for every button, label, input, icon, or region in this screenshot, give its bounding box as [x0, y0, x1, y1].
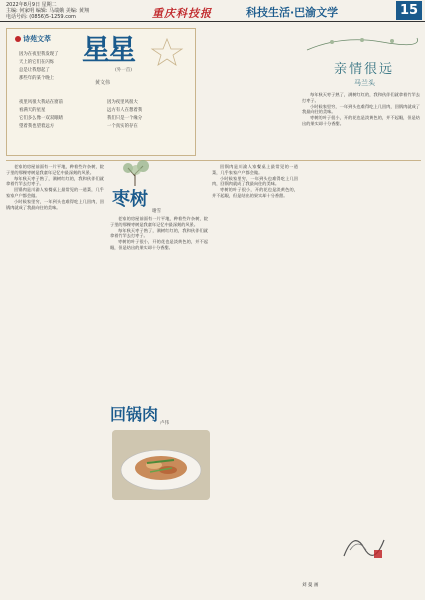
page-number: 15: [396, 1, 422, 20]
poem-line: 它们多么像一双双眼睛: [19, 116, 63, 121]
paragraph: 枣树的叶子很小，开的花也是淡黄色的，并不起眼，但是结出的果实却十分香甜。: [212, 187, 298, 198]
date-line: 2022年8月9日 星期二: [6, 2, 57, 8]
poem-box-xingxing: [6, 28, 196, 156]
poem-title-note: (外一首): [115, 68, 133, 73]
editor-line: 主编: 何家明 编辑: 马端娥 美编: 黄翔: [6, 8, 90, 14]
paragraph: 老家的房屋前面有一片平地，种着些许杂树，院子里的那棵枣树是我童年记忆中最深刻的风景。: [110, 216, 208, 227]
poem-line: 看满天的星星: [19, 108, 46, 113]
poem-line: 夜里风很大我站在窗前: [19, 100, 63, 105]
poem-line: 因为在夜里我发现了: [19, 52, 59, 57]
paragraph: 枣树的叶子很小，开的花也是淡黄色的，并不起眼，但是结出的果实却十分香甜。: [302, 115, 420, 126]
paragraph: 每年秋天枣子熟了，满树红红的，我和伙伴们就拿着竹竿去打枣子。: [6, 175, 104, 187]
paragraph: 每年秋天枣子熟了，满树红红的，我和伙伴们就拿着竹竿去打枣子。: [302, 92, 420, 103]
masthead-meta: [6, 2, 89, 20]
middle-column-text: [212, 164, 298, 594]
poem-right-author: 马兰头: [354, 79, 375, 87]
poem-title: 星星: [82, 33, 135, 66]
star-illustration: [147, 37, 187, 67]
poem-line: 一个真实的存在: [107, 124, 138, 129]
poem-right-title: 亲情很远: [334, 62, 395, 77]
paragraph: 回锅肉是川渝人家餐桌上最常见的一道菜，几乎家家户户都会做。: [212, 164, 298, 175]
paragraph: 小时候家里穷，一年到头也难得吃上几回肉，回锅肉就成了我最向往的美味。: [302, 103, 420, 115]
poem-line: 因为夜里风很大: [107, 100, 138, 105]
check-line: 电话号码: (0856)5-1259.com: [6, 14, 76, 20]
paragraph: 枣树的叶子很小，开的花也是淡黄色的，并不起眼，但是结出的果实却十分香甜。: [110, 239, 208, 250]
dish-photo: [112, 430, 210, 500]
poem-line: 我们只是一个缘分: [107, 116, 143, 121]
essay-zaoshu-author: 谢雪: [152, 209, 161, 214]
section-title: 科技生活·巴渝文学: [246, 6, 339, 19]
left-column-text: [6, 164, 104, 594]
poem-line: 总是让我想起了: [19, 68, 50, 73]
tag-dot-icon: [15, 36, 21, 42]
dish-photo-graphic: [112, 430, 210, 500]
poem-line: 远方有人在想着我: [107, 108, 143, 113]
paragraph: 每年秋天枣子熟了，满树红红的，我和伙伴们就拿着竹竿去打枣子。: [110, 227, 208, 239]
branch-illustration: [302, 30, 420, 58]
essay-huiguorou-author: 卢伟: [160, 421, 169, 426]
tree-illustration: [110, 160, 160, 188]
ink-painting: [340, 520, 386, 562]
essay-huiguorou-title: 回锅肉: [110, 405, 159, 424]
illustration-signature: 刘 曼 画: [302, 583, 319, 588]
paragraph: 老家的房屋前面有一片平地，种着些许杂树，院子里的那棵枣树是我童年记忆中最深刻的风景。: [6, 164, 104, 175]
poem-line: 天上的它们在闪烁: [19, 60, 55, 65]
poem-author: 黄文伟: [95, 80, 111, 86]
essay-zaoshu-title: 枣树: [112, 189, 148, 210]
poem-tag: 诗苑文萃: [15, 34, 51, 44]
masthead: [0, 0, 425, 22]
poem-line: 那些年的某个晚上: [19, 76, 55, 81]
right-column-text: [302, 92, 420, 512]
poem-line: 望着我也望着远方: [19, 124, 55, 129]
paragraph: 回锅肉是川渝人家餐桌上最常见的一道菜，几乎家家户户都会做。: [6, 187, 104, 198]
paragraph: 小时候家里穷，一年到头也难得吃上几回肉，回锅肉就成了我最向往的美味。: [6, 199, 104, 210]
paragraph: 小时候家里穷，一年到头也难得吃上几回肉，回锅肉就成了我最向往的美味。: [212, 175, 298, 187]
paper-name: 重庆科技报: [152, 7, 212, 20]
essay-zaoshu-body: [110, 216, 208, 396]
